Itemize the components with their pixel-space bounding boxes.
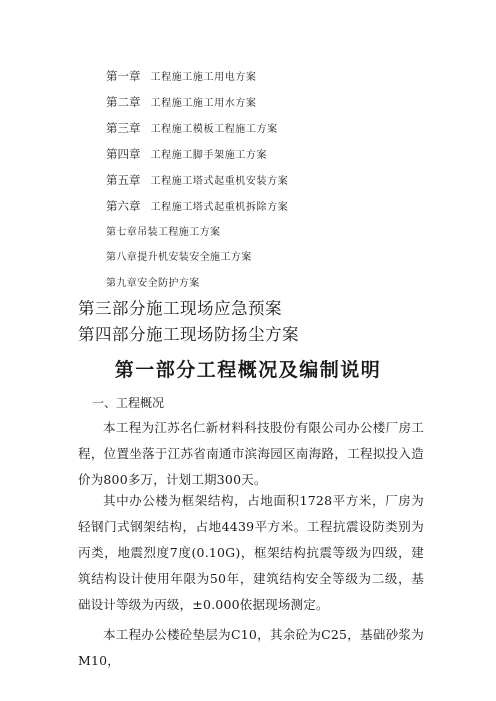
- part-heading: 第一部分工程概况及编制说明: [114, 359, 382, 381]
- toc-chapter-number: 第二章: [106, 95, 141, 109]
- toc-part-4: 第四部分施工现场防扬尘方案: [78, 325, 299, 344]
- toc-chapter-number: 第三章: [106, 121, 141, 135]
- paragraph-2: 其中办公楼为框架结构，占地面积1728平方米，厂房为轻钢门式钢架结构，占地4439平方米。工程抗震设防类别为丙类，地震烈度7度(0.10G)，框架结构抗震等级为四级，建筑结构设计使用年限为50年，建筑结构安全等级为二级，基础设计等级为丙级，±0.000依据现场测定。: [78, 493, 424, 612]
- paragraph-1: 本工程为江苏名仁新材料科技股份有限公司办公楼厂房工程，位置坐落于江苏省南通市滨海园区南海路，工程拟投入造价为800多万，计划工期300天。: [78, 420, 424, 487]
- toc-chapter-number: 第五章: [106, 173, 141, 187]
- paragraph-3: 本工程办公楼砼垫层为C10，其余砼为C25，基础砂浆为M10，: [78, 627, 424, 668]
- toc-chapter-9: 第九章安全防护方案: [106, 278, 200, 289]
- toc-chapter-title: 工程施工模板工程施工方案: [150, 124, 278, 135]
- toc-chapter-3: [106, 120, 278, 136]
- toc-chapter-5: [106, 172, 288, 188]
- toc-part-3: 第三部分施工现场应急预案: [78, 299, 282, 318]
- toc-chapter-1: [106, 68, 257, 84]
- toc-chapter-number: 第六章: [106, 199, 141, 213]
- toc-chapter-title: 工程施工施工用水方案: [150, 98, 257, 109]
- toc-chapter-6: [106, 198, 288, 214]
- toc-chapter-number: 第四章: [106, 147, 141, 161]
- toc-chapter-title: 工程施工塔式起重机拆除方案: [150, 202, 289, 213]
- toc-chapter-8: 第八章提升机安装安全施工方案: [106, 252, 252, 263]
- toc-chapter-title: 工程施工塔式起重机安装方案: [150, 176, 289, 187]
- toc-chapter-4: [106, 146, 267, 162]
- section-title: 一、工程概况: [92, 396, 165, 410]
- toc-chapter-number: 第一章: [106, 69, 141, 83]
- toc-chapter-title: 工程施工施工用电方案: [150, 72, 257, 83]
- toc-chapter-7: 第七章吊装工程施工方案: [106, 227, 221, 238]
- toc-chapter-2: [106, 94, 257, 110]
- toc-chapter-title: 工程施工脚手架施工方案: [150, 150, 268, 161]
